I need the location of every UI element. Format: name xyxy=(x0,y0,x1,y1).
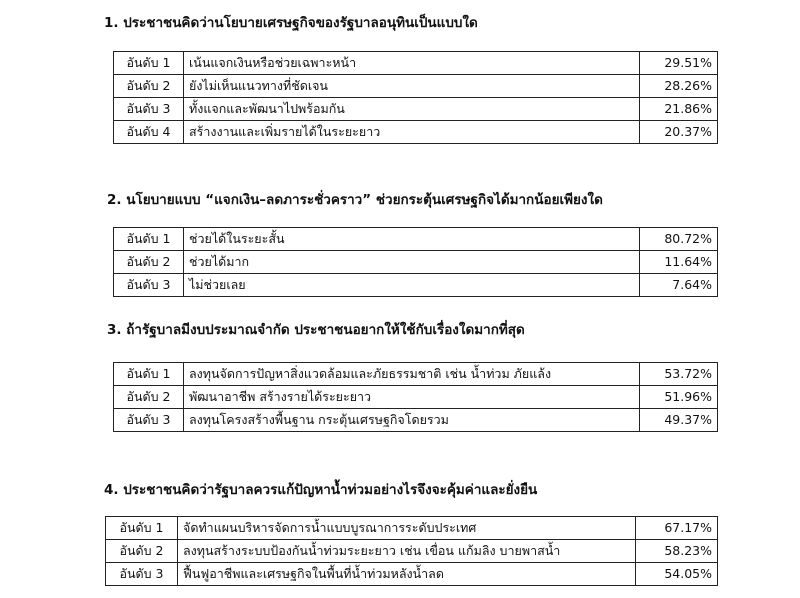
rank-cell: อันดับ 3 xyxy=(106,563,178,586)
answer-cell: เน้นแจกเงินหรือช่วยเฉพาะหน้า xyxy=(184,52,640,75)
answer-cell: สร้างงานและเพิ่มรายได้ในระยะยาว xyxy=(184,121,640,144)
section-3-table xyxy=(113,362,718,432)
percent-cell: 51.96% xyxy=(640,386,718,409)
answer-cell: พัฒนาอาชีพ สร้างรายได้ระยะยาว xyxy=(184,386,640,409)
table-row xyxy=(114,409,718,432)
table-row xyxy=(114,98,718,121)
answer-cell: ลงทุนโครงสร้างพื้นฐาน กระตุ้นเศรษฐกิจโดยรวม xyxy=(184,409,640,432)
table-row xyxy=(114,386,718,409)
answer-cell: ลงทุนจัดการปัญหาสิ่งแวดล้อมและภัยธรรมชาติ เช่น น้ำท่วม ภัยแล้ง xyxy=(184,363,640,386)
rank-cell: อันดับ 2 xyxy=(114,386,184,409)
answer-cell: ไม่ช่วยเลย xyxy=(184,274,640,297)
rank-cell: อันดับ 1 xyxy=(114,52,184,75)
answer-cell: ทั้งแจกและพัฒนาไปพร้อมกัน xyxy=(184,98,640,121)
percent-cell: 28.26% xyxy=(640,75,718,98)
percent-cell: 67.17% xyxy=(636,517,718,540)
section-2-heading: 2. นโยบายแบบ “แจกเงิน–ลดภาระชั่วคราว” ช่วยกระตุ้นเศรษฐกิจได้มากน้อยเพียงใด xyxy=(107,192,603,208)
percent-cell: 29.51% xyxy=(640,52,718,75)
rank-cell: อันดับ 1 xyxy=(114,228,184,251)
answer-cell: ยังไม่เห็นแนวทางที่ชัดเจน xyxy=(184,75,640,98)
table-row xyxy=(114,251,718,274)
rank-cell: อันดับ 2 xyxy=(106,540,178,563)
answer-cell: ช่วยได้ในระยะสั้น xyxy=(184,228,640,251)
percent-cell: 7.64% xyxy=(640,274,718,297)
section-4-table xyxy=(105,516,718,586)
percent-cell: 21.86% xyxy=(640,98,718,121)
percent-cell: 80.72% xyxy=(640,228,718,251)
percent-cell: 58.23% xyxy=(636,540,718,563)
table-row xyxy=(114,75,718,98)
section-1-heading: 1. ประชาชนคิดว่านโยบายเศรษฐกิจของรัฐบาลอนุทินเป็นแบบใด xyxy=(104,15,478,31)
rank-cell: อันดับ 2 xyxy=(114,75,184,98)
table-row xyxy=(114,363,718,386)
percent-cell: 54.05% xyxy=(636,563,718,586)
answer-cell: ช่วยได้มาก xyxy=(184,251,640,274)
section-4-heading: 4. ประชาชนคิดว่ารัฐบาลควรแก้ปัญหาน้ำท่วมอย่างไรจึงจะคุ้มค่าและยั่งยืน xyxy=(104,482,538,498)
percent-cell: 49.37% xyxy=(640,409,718,432)
rank-cell: อันดับ 3 xyxy=(114,98,184,121)
percent-cell: 11.64% xyxy=(640,251,718,274)
rank-cell: อันดับ 2 xyxy=(114,251,184,274)
rank-cell: อันดับ 3 xyxy=(114,409,184,432)
section-2-table xyxy=(113,227,718,297)
answer-cell: จัดทำแผนบริหารจัดการน้ำแบบบูรณาการระดับประเทศ xyxy=(178,517,636,540)
table-row xyxy=(106,517,718,540)
table-row xyxy=(114,52,718,75)
table-row xyxy=(114,228,718,251)
section-3-heading: 3. ถ้ารัฐบาลมีงบประมาณจำกัด ประชาชนอยากให้ใช้กับเรื่องใดมากที่สุด xyxy=(107,322,525,338)
answer-cell: ฟื้นฟูอาชีพและเศรษฐกิจในพื้นที่น้ำท่วมหลังน้ำลด xyxy=(178,563,636,586)
rank-cell: อันดับ 1 xyxy=(114,363,184,386)
answer-cell: ลงทุนสร้างระบบป้องกันน้ำท่วมระยะยาว เช่น เขื่อน แก้มลิง บายพาสน้ำ xyxy=(178,540,636,563)
table-row xyxy=(106,540,718,563)
table-row xyxy=(114,121,718,144)
percent-cell: 20.37% xyxy=(640,121,718,144)
rank-cell: อันดับ 4 xyxy=(114,121,184,144)
rank-cell: อันดับ 3 xyxy=(114,274,184,297)
section-1-table xyxy=(113,51,718,144)
rank-cell: อันดับ 1 xyxy=(106,517,178,540)
percent-cell: 53.72% xyxy=(640,363,718,386)
table-row xyxy=(106,563,718,586)
table-row xyxy=(114,274,718,297)
